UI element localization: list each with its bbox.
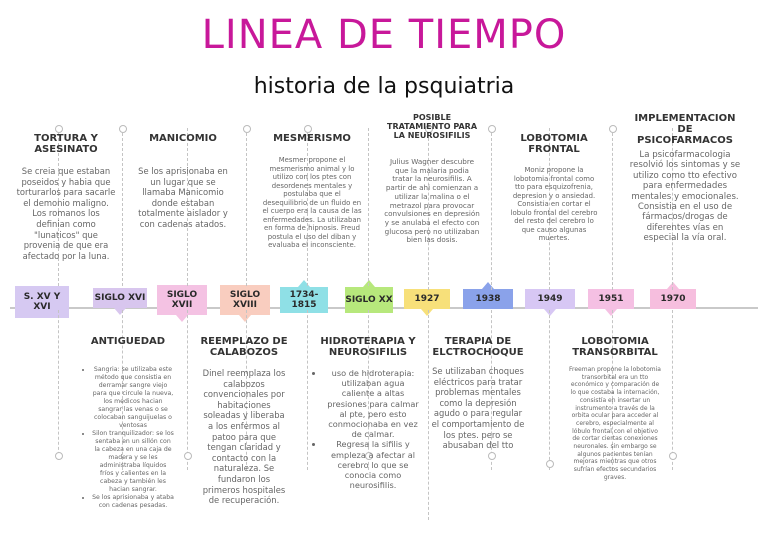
event-title: MESMERISMO	[273, 133, 351, 144]
timeline-dot	[304, 125, 312, 133]
event-description: Freeman propone la lobotomia transorbital era un tto económico y comparación de lo que costaba la internación, consistía en insertar un instrumento a través de la orbita ocular para acceder al cerebro, especialmente al lóbulo frontal con el objetivo de cortar ciertas conexiones neuronales. sin embargo se algunos pacientes tenían mejoras mientras que otros sufrían efectos secundarios graves.	[569, 366, 661, 481]
event-title: ANTIGUEDAD	[90, 336, 166, 347]
timeline-dot	[488, 125, 496, 133]
timeline-marker: 1734-1815	[280, 287, 328, 313]
event-description	[82, 366, 174, 510]
marker-pointer	[667, 282, 679, 289]
marker-pointer	[239, 315, 251, 322]
timeline-dot	[488, 452, 496, 460]
event-description: Se los aprisionaba en un lugar que se llamaba Manicomio donde estaban totalmente aislador y con cadenas atados.	[138, 166, 228, 229]
timeline-connector	[368, 128, 369, 286]
marker-pointer	[544, 309, 556, 316]
event-description: La psicofarmacologia resolvió los sintomas y se utilizo como tto efectivo para enfermedades mentales y emocionales. Consistia en el uso de fármacos/drogas de diferentes vías en especial la vía oral.	[629, 150, 741, 244]
timeline-marker: SIGLO XX	[345, 287, 393, 313]
timeline-connector	[428, 310, 429, 520]
timeline-dot	[184, 452, 192, 460]
timeline-marker: 1938	[463, 289, 513, 309]
event-title: TERAPIA DE ELCTROCHOQUE	[432, 336, 524, 358]
event-description: Dinel reemplaza los calabozos convencionales por habitaciones soleadas y liberaba a los enfermos al patoo para que tengan claridad y contacto con la naturaleza. Se fundaron los primeros hospitales de recuperación.	[202, 368, 286, 506]
timeline-marker: SIGLO XVII	[157, 285, 207, 315]
event-title: TORTURA Y ASESINATO	[34, 133, 98, 155]
event-description: Moniz propone la lobotomia frontal como tto para esquizofrenia, depresion y o ansiedad. Consistia en cortar el lobulo frontal del cerebro del resto del cerebro lo que causo algunas muertes.	[510, 166, 598, 242]
timeline-dot	[243, 125, 251, 133]
timeline-connector	[246, 128, 247, 286]
page-title: LINEA DE TIEMPO	[201, 12, 567, 58]
event-title: LOBOTOMIA FRONTAL	[520, 133, 588, 155]
event-description: Julius Wagner descubre que la malaria podia tratar la neurosifilis. A partir de ahi comienzan a utilizar la malina o el metrazol para provocar convulsiones en depresión y se anulaba el efecto con glucosa pero no utilizaban bien las dosis.	[384, 157, 480, 245]
marker-pointer	[421, 309, 433, 316]
timeline-marker: S. XV Y XVI	[15, 286, 69, 318]
timeline-connector	[549, 310, 550, 470]
event-description: Mesmer propone el mesmerismo animal y lo utilizo con los ptes con desordenes mentales y postulaba que el desequilibrio de un fluido en el cuerpo era la causa de las enfermedades. La utilizaban en forma de hipnosis. Freud postula el uso del diban y evaluaba el inconsciente.	[262, 156, 362, 249]
event-title: IMPLEMENTACION DE PSICOFARMACOS	[634, 113, 736, 146]
timeline-dot	[609, 125, 617, 133]
event-bullet-item: • Silon tranquilizador: se los sentaba en un sillón con la cabeza en una caja de madera y se les administraba líquidos fríos y calientes en la cabeza y también les hacian sangrar.	[92, 430, 174, 494]
marker-pointer	[605, 309, 617, 316]
event-title: HIDROTERAPIA Y NEUROSIFILIS	[320, 336, 416, 358]
marker-pointer	[363, 280, 375, 287]
timeline-marker: 1970	[650, 289, 696, 309]
timeline-connector	[612, 128, 613, 290]
event-bullet-item: • Se los aprisionaba y ataba con cadenas pesadas.	[92, 494, 174, 510]
timeline-connector	[491, 128, 492, 290]
timeline-marker: SIGLO XVI	[93, 288, 147, 308]
timeline-connector	[187, 310, 188, 470]
event-bullet-item: • Sangria: se utilizaba este método que consistia en derramar sangre viejo para que circule la nueva, los medicos hacian sangrar las venas o se colocaban sanguijuelas o ventosas	[92, 366, 174, 430]
timeline-dot	[55, 125, 63, 133]
event-description: Se creia que estaban poseidos y habia que torturarlos para sacarle el demonio maligno. Los romanos los definian como "lunaticos" que provenia de que era afectado por la luna.	[16, 166, 116, 261]
event-description: Se utilizaban choques eléctricos para tratar problemas mentales como la depresión agudo o para regular el comportamiento de los ptes. pero se abusaban del tto	[431, 366, 525, 451]
timeline-connector	[307, 310, 308, 470]
timeline-marker: 1927	[404, 289, 450, 309]
timeline-marker: 1951	[588, 289, 634, 309]
timeline-connector	[122, 128, 123, 286]
timeline-connector	[672, 310, 673, 470]
marker-pointer	[114, 308, 126, 315]
timeline-dot	[546, 460, 554, 468]
event-description	[314, 368, 422, 490]
event-title: REEMPLAZO DE CALABOZOS	[200, 336, 288, 358]
timeline-dot	[55, 452, 63, 460]
event-title: MANICOMIO	[149, 133, 217, 144]
marker-pointer	[298, 280, 310, 287]
timeline-dot	[119, 125, 127, 133]
event-title: LOBOTOMIA TRANSORBITAL	[572, 336, 658, 358]
timeline-connector	[58, 310, 59, 460]
page-subtitle: historia de la psquiatria	[253, 74, 515, 99]
timeline-dot	[669, 452, 677, 460]
event-title: POSIBLE TRATAMIENTO PARA LA NEUROSIFILIS	[386, 113, 478, 140]
event-bullet-list	[82, 366, 174, 510]
event-bullet-item: • Regresa la sifilis y empleza a afectar al cerebro lo que se conocia como neurosifilis.	[324, 439, 422, 490]
marker-pointer	[482, 282, 494, 289]
timeline-marker: SIGLO XVIII	[220, 285, 270, 315]
event-bullet-list	[314, 368, 422, 490]
event-bullet-item: • uso de hidroterapia: utilizaban agua caliente a altas presiones para calmar al pte, pero esto conmocionaba en vez de calmar.	[324, 368, 422, 439]
timeline-marker: 1949	[525, 289, 575, 309]
